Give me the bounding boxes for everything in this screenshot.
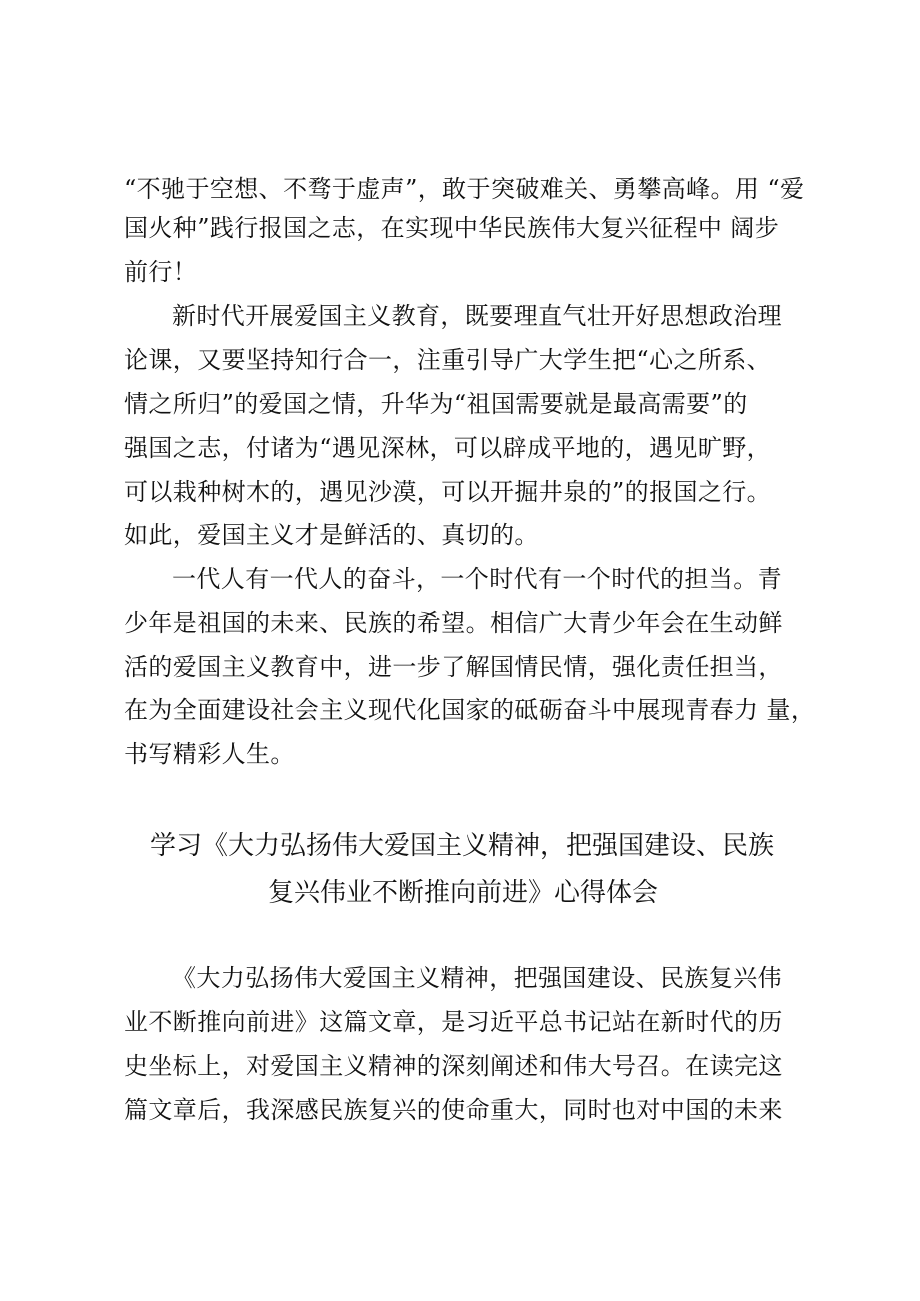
text-line: 《大力弘扬伟大爱国主义精神，把强国建设、民族复兴伟 [172,964,782,992]
text-line: 国火种”践行报国之志，在实现中华民族伟大复兴征程中 阔步 [124,214,780,242]
text-line: 论课，又要坚持知行合一，注重引导广大学生把“心之所系、 [124,346,772,374]
text-line: 少年是祖国的未来、民族的希望。相信广大青少年会在生动鲜 [124,609,783,637]
text-line: 情之所归”的爱国之情，升华为“祖国需要就是最高需要”的 [124,390,748,418]
text-line: 篇文章后，我深感民族复兴的使命重大，同时也对中国的未来 [124,1096,783,1124]
text-line: 如此，爱国主义才是鲜活的、真切的。 [124,521,539,549]
text-line: 业不断推向前进》这篇文章，是习近平总书记站在新时代的历 [124,1008,783,1036]
section-title-line: 复兴伟业不断推向前进》心得体会 [268,878,659,908]
text-line: 史坐标上，对爱国主义精神的深刻阐述和伟大号召。在读完这 [124,1052,783,1080]
text-line: 强国之志，付诸为“遇见深林，可以辟成平地的，遇见旷野， [124,434,772,462]
text-line: “不驰于空想、不骛于虚声”，敢于突破难关、勇攀高峰。用 “爱 [124,175,805,203]
text-line: 可以栽种树木的，遇见沙漠，可以开掘井泉的”的报国之行。 [124,478,772,506]
text-line: 活的爱国主义教育中，进一步了解国情民情，强化责任担当， [124,653,783,681]
text-line: 书写精彩人生。 [124,740,295,768]
text-line: 在为全面建设社会主义现代化国家的砥砺奋斗中展现青春力 量， [124,696,816,724]
text-line: 一代人有一代人的奋斗，一个时代有一个时代的担当。青 [172,565,782,593]
text-line: 前行！ [124,258,198,286]
section-title-line: 学习《大力弘扬伟大爱国主义精神，把强国建设、民族 [150,831,775,861]
text-line: 新时代开展爱国主义教育，既要理直气壮开好思想政治理 [172,302,782,330]
